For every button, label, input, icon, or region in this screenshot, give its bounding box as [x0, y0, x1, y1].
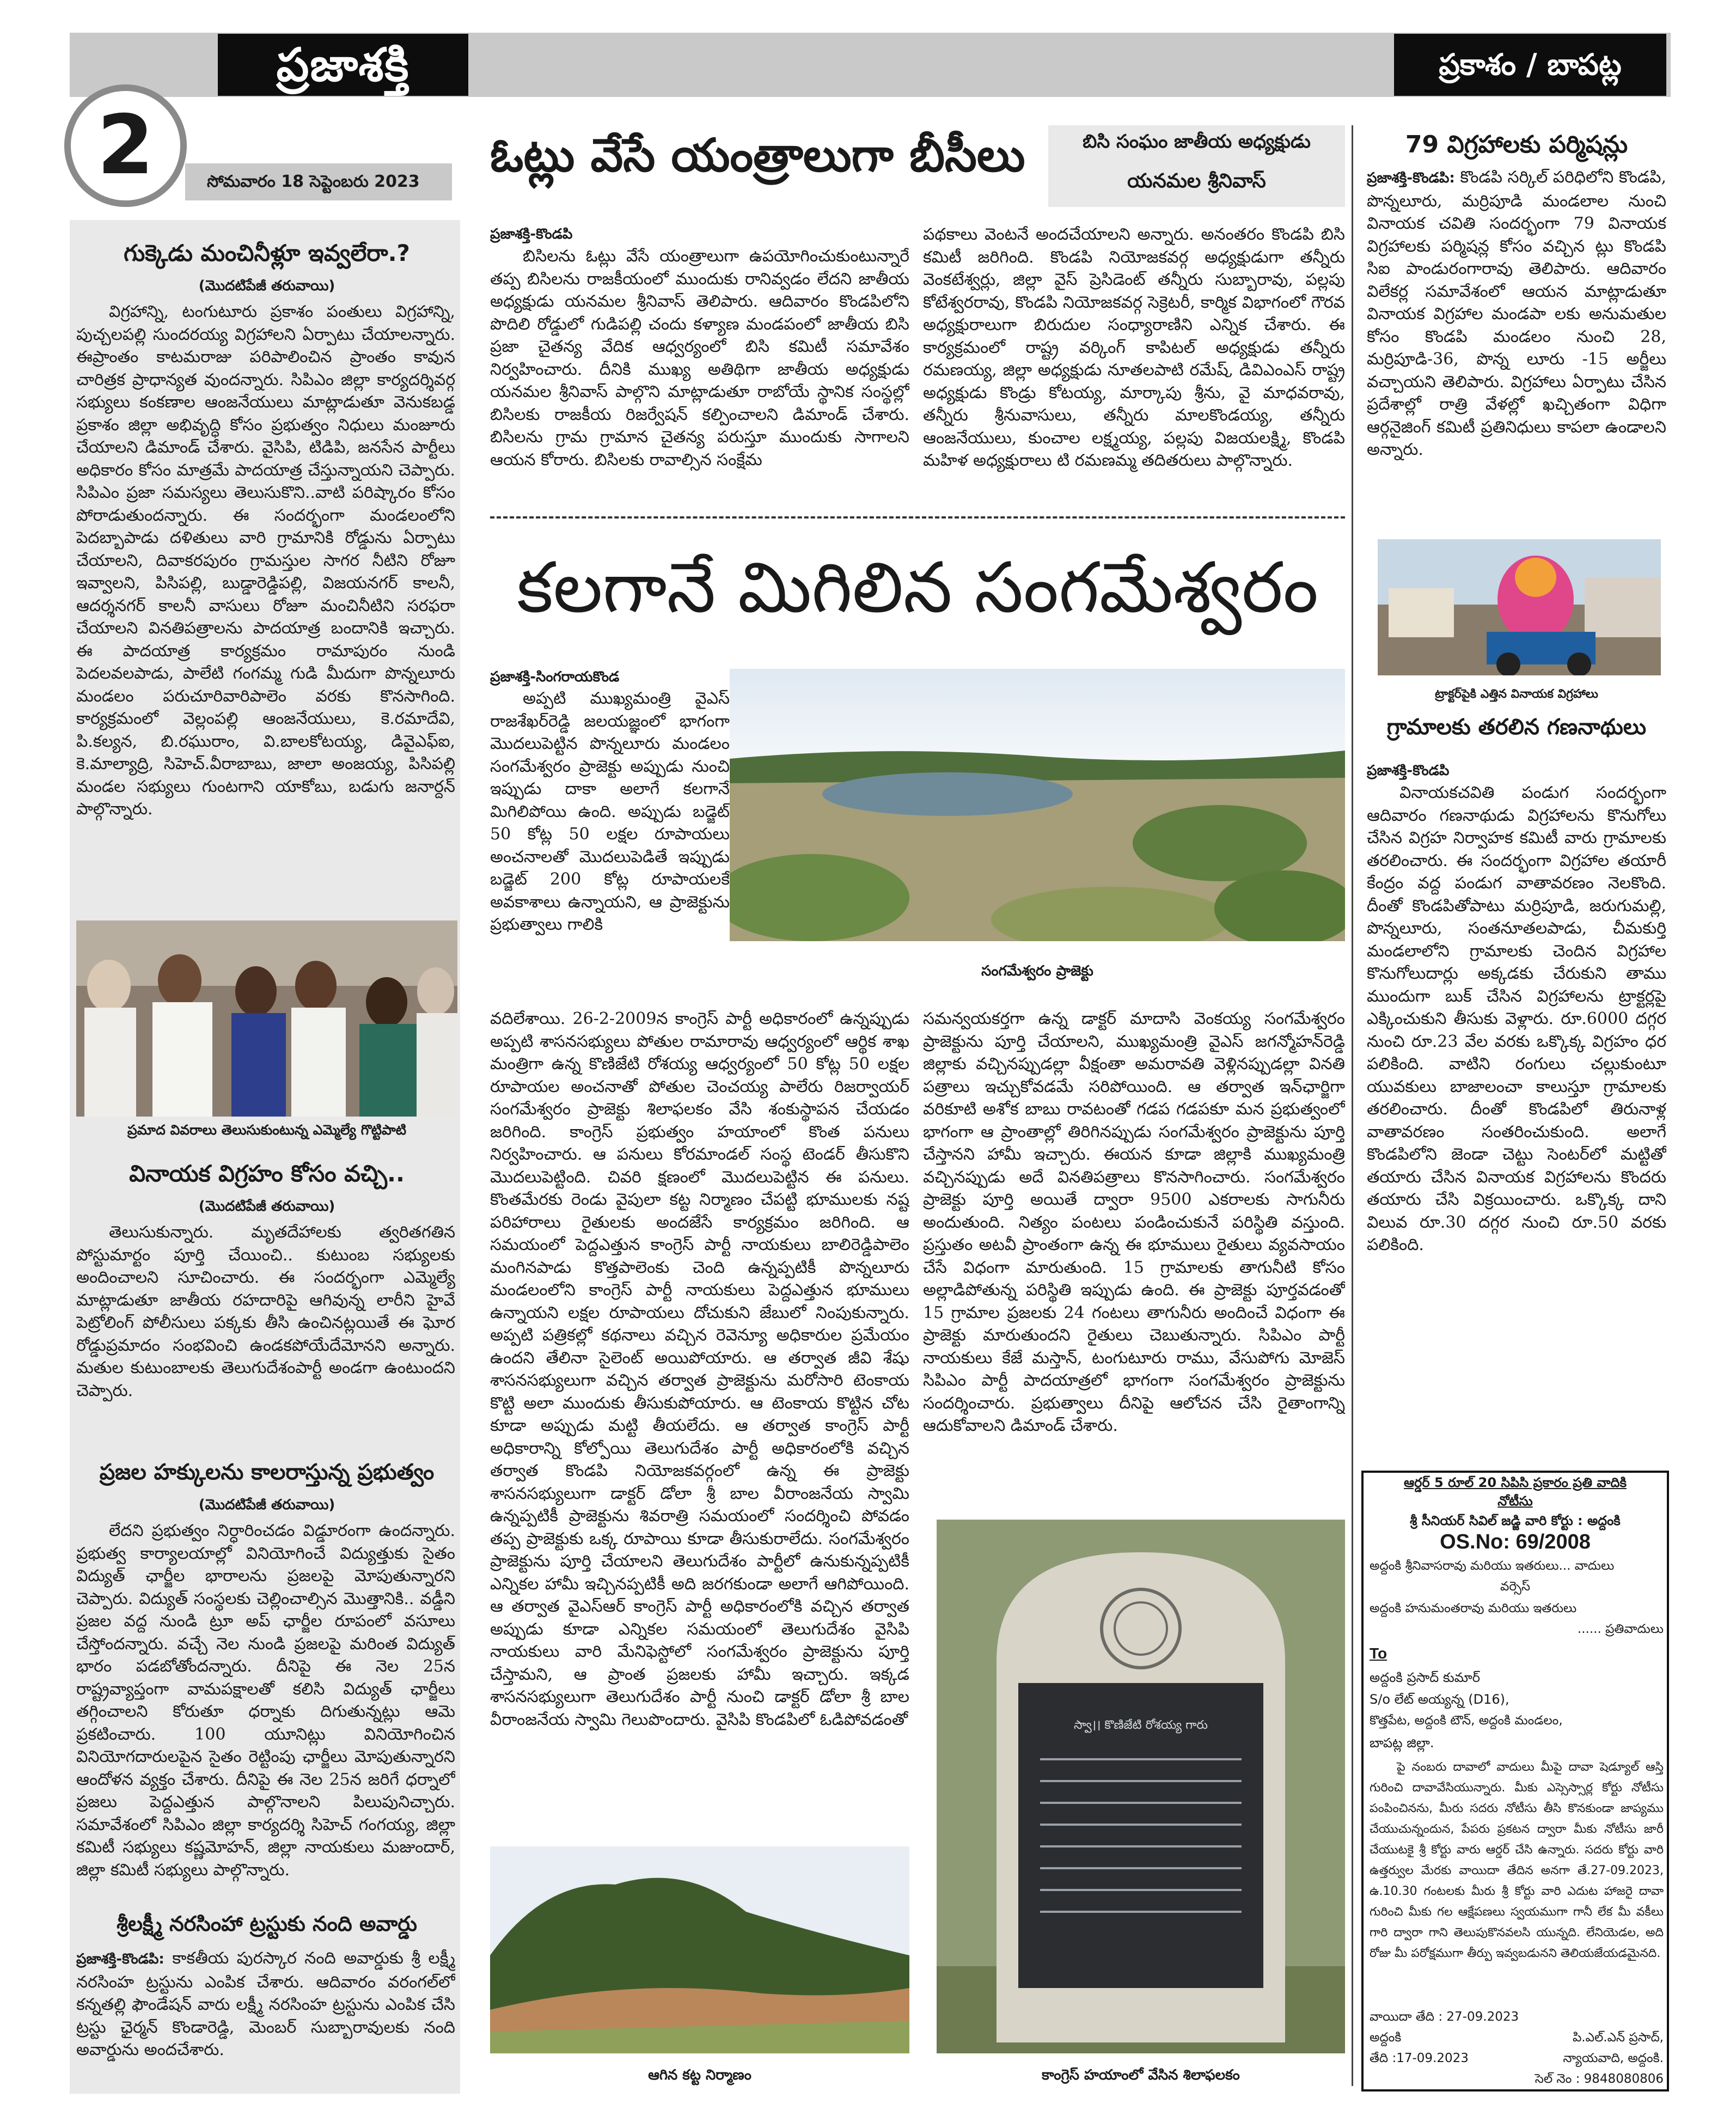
- accident-photo: [76, 920, 457, 1117]
- left-story2-subtitle: (మొదటిపేజీ తరువాయి): [198, 1198, 335, 1215]
- left-story1-body: విగ్రహాన్ని, టంగుటూరు ప్రకాశం పంతులు విగ్రహాన్ని, పుచ్చలపల్లి సుందరయ్య విగ్రహాలని ఏర్పాటు చేయాలన్నారు. ఈప్రాంతం కాటమరాజు పరిపాలించిన ప్రాంతం కావున చారిత్రక ప్రాధాన్యత వుందన్నారు. సిపిఎం జిల్లా కార్యదర్శివర్గ సభ్యులు కంకణాల ఆంజనేయులు మాట్లాడుతూ వెనుకబడ్డ ప్రకాశం జిల్లా అభివృద్ధి కోసం ప్రభుత్వం నిధులు మంజూరు చేయాలని డిమాండ్‌ చేశారు. వైసిపి, టిడిపి, జనసేన పార్టీలు అధికారం కోసం మాత్రమే పాదయాత్ర చేస్తున్నాయని చెప్పారు. సిపిఎం ప్రజా సమస్యలు తెలుసుకొని..వాటి పరిష్కారం కోసం పోరాడుతుందన్నారు. ఈ సందర్భంగా మండలంలోని పెదబ్బాపాడు దళితులు వారి గ్రామానికి రోడ్డును ఏర్పాటు చేయాలని, దివాకరపురం గ్రామస్తుల సాగర నీటిని రోజూ ఇవ్వాలని, పిసిపల్లి, బుడ్డారెడ్డిపల్లి, విజయనగర్‌ కాలనీ, ఆదర్శనగర్‌ కాలనీ వాసులు రోజూ మంచినీటిని సరఫరా చేయాలని వినతిపత్రాలను పాదయాత్ర బందానికి ఇచ్చారు. ఈ పాదయాత్ర కార్యక్రమం రామాపురం నుండి పెదలవలపాడు, పాలేటి గంగమ్మ గుడి మీదుగా పొన్నలూరు మండలం పరుచూరివారిపాలెం వరకు కొనసాగింది. కార్యక్రమంలో వెల్లంపల్లి ఆంజనేయులు, కె.రమాదేవి, పి.కల్యన, బి.రఘురాం, వి.బాలకోటయ్య, డివైఎఫ్‌ఐ, కె.మాల్యాద్రి, సిహెచ్‌.వీరాబాబు, జాలా అంజయ్య, పిసిపల్లి మండల సభ్యులు గుంటగాని యాకోబు, బడుగు జనార్దన్‌ పాల్గొన్నారు.: [76, 302, 455, 819]
- notice-addr4: బాపట్ల జిల్లా.: [1370, 1735, 1434, 1751]
- top-story-divider: [490, 516, 1345, 519]
- main-story-lead: అప్పటి ముఖ్యమంత్రి వైఎస్‌ రాజశేఖర్‌రెడ్డి జలయజ్ఞంలో భాగంగా మొదలుపెట్టిన పొన్నలూరు మండలం సంగమేశ్వరం ప్రాజెక్టు అప్పుడు నుంచి ఇప్పుడు దాకా అలాగే కలగానే మిగిలిపోయి ఉంది. అప్పుడు బడ్జెట్‌ 50 కోట్ల 50 లక్షల రూపాయలు అంచనాలతో మొదలుపెడితే ఇప్పుడు బడ్జెట్‌ 200 కోట్ల రూపాయలకే అవకాశాలు ఉన్నాయని, ఆ ప్రాజెక్టును ప్రభుత్వాలు గాలికి: [490, 689, 730, 934]
- notice-cell: సెల్‌ నెం : 9848080806: [1535, 2072, 1664, 2086]
- notice-versus: వర్సెస్‌: [1500, 1580, 1531, 1594]
- left-story3-body: లేదని ప్రభుత్వం నిర్ధారించడం విడ్డూరంగా ఉందన్నారు. ప్రభుత్వ కార్యాలయాల్లో వినియోగించే విద్యుత్తుకు సైతం విద్యుత్‌ ఛార్జీల భారాలను ప్రజలపై మోపుతున్నారని చెప్పారు. విద్యుత్‌ సంస్థలకు చెల్లించాల్సిన మొత్తానికి.. వడ్డీని ప్రజల వద్ద నుండి ట్రూ అప్‌ ఛార్జీల రూపంలో వసూలు చేస్తోందన్నారు. వచ్చే నెల నుండి ప్రజలపై మరింత విద్యుత్‌ భారం పడబోతోందన్నారు. దీనిపై ఈ నెల 25న రాష్ట్రవ్యాప్తంగా వామపక్షాలతో కలిసి విద్యుత్‌ ఛార్జీలు తగ్గించాలని కోరుతూ ధర్నాకు దిగుతున్నట్లు ఆమె ప్రకటించారు. 100 యూనిట్లు వినియోగించిన వినియోగదారులపైన సైతం రెట్టింపు ఛార్జీలు మోపుతున్నారని ఆందోళన వ్యక్తం చేశారు. దీనిపై ఈ నెల 25న జరిగే ధర్నాలో ప్రజలు పెద్దఎత్తున పాల్గొనాలని పిలుపునిచ్చారు. సమావేశంలో సిపిఎం జిల్లా కార్యదర్శి సిహెచ్‌ గంగయ్య, జిల్లా కమిటీ సభ్యులు కష్ణమోహన్‌, జిల్లా నాయకులు మజుందార్‌, జిల్లా కమిటీ సభ్యులు పాల్గొన్నారు.: [76, 1521, 455, 1880]
- notice-hearing-label: వాయిదా తేది :: [1370, 2010, 1443, 2024]
- left-story4-dateline: ప్రజాశక్తి-కొండపి:: [76, 1951, 164, 1967]
- issue-date: సోమవారం 18 సెప్టెంబరు 2023: [207, 172, 420, 191]
- left-story3-title: ప్రజల హక్కులను కాలరాస్తున్న ప్రభుత్వం: [99, 1460, 435, 1485]
- notice-plaintiffs: అద్దంకి శ్రీనివాసరావు మరియు ఇతరులు... వాదులు: [1370, 1559, 1615, 1573]
- left-story4-title: శ్రీలక్ష్మీ నరసింహా ట్రస్టుకు నంది అవార్డు: [117, 1912, 417, 1936]
- plaque-text: స్వా।। కొణిజేటి రోశయ్య గారు: [1073, 1718, 1208, 1732]
- left-story2-body: తెలుసుకున్నారు. మృతదేహాలకు త్వరితగతిన పోస్టుమార్టం పూర్తి చేయించి.. కుటుంబ సభ్యులకు అందించాలని సూచించారు. ఈ సందర్భంగా ఎమ్మెల్యే మాట్లాడుతూ జాతీయ రహదారిపై ఆగివున్న లారీని హైవే పెట్రోలింగ్‌ పోలీసులు పక్కకు తీసి ఉంచినట్లయితే ఈ ఘోర రోడ్డుప్రమాదం సంభవించి ఉండకపోయేదేమోనని అన్నారు. మతుల కుటుంబాలకు తెలుగుదేశంపార్టీ అండగా ఉంటుందని చెప్పారు.: [76, 1223, 455, 1400]
- right-story1-body: [1367, 166, 1666, 507]
- notice-addr3: కొత్తపేట, అద్దంకి టౌన్‌, అద్దంకి మండలం,: [1370, 1714, 1563, 1728]
- left-story1-subtitle: (మొదటిపేజీ తరువాయి): [198, 278, 335, 294]
- notice-addr2: S/o లేట్‌ అయ్యన్న (D16),: [1370, 1692, 1509, 1707]
- top-story-col1: బిసిలను ఓట్లు వేసే యంత్రాలుగా ఉపయోగించుకుంటున్నారే తప్ప బిసిలను రాజకీయంలో ముందుకు రానివ్వడం లేదని జాతీయ అధ్యక్షుడు యనమల శ్రీనివాస్‌ తెలిపారు. ఆదివారం కొండపిలోని పొదిలి రోడ్డులో గుడిపల్లి చందు కళ్యాణ మండపంలో జాతీయ బిసి ప్రజా చైతన్య వేదిక ఆధ్వర్యంలో బిసి కమిటీ సమావేశం నిర్వహించారు. దీనికి ముఖ్య అతిథిగా జాతీయ అధ్యక్షుడు యనమల శ్రీనివాస్‌ పాల్గొని మాట్లాడుతూ రాబోయే స్థానిక సంస్థల్లో బిసిలకు రాజకీయ రిజర్వేషన్‌ కల్పించాలని డిమాండ్‌ చేశారు. బిసిలను గ్రామ గ్రామాన చైతన్య పరుస్తూ ముందుకు సాగాలని ఆయన కోరారు. బిసిలకు రావాల్సిన సంక్షేమ: [490, 247, 909, 469]
- right-story2-dateline: ప్రజాశక్తి-కొండపి: [1367, 763, 1450, 779]
- right-story1-dateline: ప్రజాశక్తి-కొండపి:: [1367, 170, 1455, 186]
- masthead-region: ప్రకాశం / బాపట్ల: [1439, 47, 1622, 82]
- notice-place: అద్దంకి: [1370, 2030, 1402, 2045]
- notice-defendants: అద్దంకి హనుమంతరావు మరియు ఇతరులు: [1370, 1601, 1577, 1615]
- left-story3-subtitle: (మొదటిపేజీ తరువాయి): [198, 1497, 335, 1513]
- ganesha-photo-caption: ట్రాక్టర్‌పైకి ఎత్తిన వినాయక విగ్రహాలు: [1435, 687, 1598, 701]
- left-story1-title: గుక్కెడు మంచినీళ్లూ ఇవ్వలేరా.?: [124, 240, 410, 266]
- notice-court: శ్రీ సీనియర్‌ సివిల్‌ జడ్జి వారి కోర్టు : అద్దంకి: [1410, 1513, 1621, 1528]
- masthead-brand: ప్రజాశక్తి: [276, 38, 410, 92]
- project-photo-caption: సంగమేశ్వరం ప్రాజెక్టు: [981, 963, 1093, 979]
- left-story4-body: [76, 1947, 455, 2089]
- notice-defendants-role: ...... ప్రతివాదులు: [1577, 1622, 1664, 1636]
- notice-to: To: [1370, 1645, 1387, 1662]
- left-story4-text: కాకతీయ పురస్కార నంది అవార్డుకు శ్రీ లక్ష్మీ నరసింహ ట్రస్టును ఎంపిక చేశారు. ఆదివారం వరంగల్‌లో కన్నతల్లి ఫౌండేషన్‌ వారు లక్ష్మీ నరసింహ ట్రస్టును ఎంపిక చేసి ట్రస్టు ఛైర్మన్‌ కొండారెడ్డి, మెంబర్‌ సుబ్బారావులకు నంది అవార్డును అందచేశారు.: [76, 1949, 455, 2059]
- accident-photo-caption: ప్రమాద వివరాలు తెలుసుకుంటున్న ఎమ్మెల్యే గొట్టిపాటి: [127, 1122, 407, 1138]
- top-story-dateline: ప్రజాశక్తి-కొండపి: [490, 226, 573, 242]
- project-photo: [730, 669, 1345, 941]
- notice-hearing-date: 27-09.2023: [1446, 2010, 1519, 2024]
- notice-addr1: అద్దంకి ప్రసాద్‌ కుమార్‌: [1370, 1670, 1481, 1685]
- top-story-col2: పథకాలు వెంటనే అందచేయాలని అన్నారు. అనంతరం కొండపి బిసి కమిటీ జరిగింది. కొండపి నియోజకవర్గ అధ్యక్షుడుగా తన్నీరు వెంకటేశ్వర్లు, జిల్లా వైస్‌ ప్రెసిడెంట్‌ తన్నీరు సుబ్బారావు, పల్లపు కోటేశ్వరరావు, కొండపి నియోజకవర్గ సెక్రెటరీ, కార్మిక విభాగంలో గౌరవ అధ్యక్షురాలుగా బిరుదుల సంధ్యారాణిని ఎన్నిక చేశారు. ఈ కార్యక్రమంలో రాష్ట్ర వర్కింగ్‌ కాపిటల్‌ అధ్యక్షుడు తన్నీరు రమణయ్య, జిల్లా అధ్యక్షుడు నూతలపాటి రమేష్‌, డివిఎంఎస్‌ రాష్ట్ర అధ్యక్షుడు కొండ్రు కోటయ్య, మార్కాపు శ్రీను, వై మాధవరావు, తన్నీరు శ్రీనువాసులు, తన్నీరు మాలకొండయ్య, తన్నీరు ఆంజనేయులు, కుంచాల లక్ష్మయ్య, పల్లపు విజయలక్ష్మి, కొండపి మహిళ అధ్యక్షురాలు టి రమణమ్మ తదితరులు పాల్గొన్నారు.: [923, 225, 1345, 470]
- notice-os-no: OS.No: 69/2008: [1440, 1530, 1591, 1553]
- main-story-dateline: ప్రజాశక్తి-సింగరాయకొండ: [490, 669, 620, 685]
- page-number: 2: [97, 98, 154, 193]
- stalled-bund-caption: ఆగిన కట్ట నిర్మాణం: [648, 2067, 751, 2083]
- stalled-bund-photo: [490, 1846, 909, 2053]
- notice-header1: ఆర్డర్‌ 5 రూల్‌ 20 సిపిసి ప్రకారం ప్రతి వాదికి: [1404, 1475, 1627, 1490]
- column-rule-1: [1352, 125, 1353, 2086]
- ganesha-tractor-photo: [1378, 539, 1661, 675]
- top-story-aside-line1: బిసి సంఘం జాతీయ అధ్యక్షుడు: [1083, 131, 1311, 153]
- notice-advocate-title: న్యాయవాది, అద్దంకి.: [1563, 2051, 1664, 2065]
- top-story-aside-line2: యనమల శ్రీనివాస్‌: [1127, 170, 1266, 192]
- notice-body: పై నంబరు దావాలో వాదులు మీపై దావా షెడ్యూల్‌ ఆస్తి గురించి దావావేసియున్నారు. మీకు ఎస్సెస్సార్ల కోర్టు నోటీసు పంపించినను, మీరు సదరు నోటీసు తీసి కొనకుండా జాప్యము చేయుచున్నందున, పేపరు ప్రకటన ద్వారా మీకు నోటీసు జారీ చేయుటకై శ్రీ కోర్టు వారు ఆర్డర్‌ చేసి ఉన్నారు. సదరు కోర్టు వారి ఉత్తర్వుల మేరకు వాయిదా తేదిన అనగా తే.27-09.2023, ఉ.10.30 గంటలకు మీరు శ్రీ కోర్టు వారి ఎదుట హాజరై దావా గురించి మీకు గల ఆక్షేపణలు స్వయముగా గానీ లేక మీ వకీలు గారి ద్వారా గాని తెలుపుకొనవలసి యున్నది. లేనియెడల, అది రోజు మీ పరోక్షముగా తీర్పు ఇవ్వబడునని తెలియజేయడమైనది.: [1370, 1760, 1664, 1960]
- left-story2-title: వినాయక విగ్రహం కోసం వచ్చి..: [129, 1160, 405, 1187]
- notice-header2: నోటీసు: [1497, 1493, 1533, 1509]
- right-story2-title: గ్రామాలకు తరలిన గణనాథులు: [1386, 715, 1647, 740]
- notice-advocate-name: పి.ఎల్‌.ఎన్‌ ప్రసాద్‌,: [1572, 2030, 1664, 2045]
- right-story1-text: కొండపి సర్కిల్‌ పరిధిలోని కొండపి, పొన్నలూరు, మర్రిపూడి మండలాల నుంచి వినాయక చవితి సందర్భంగా 79 వినాయక విగ్రహాలకు పర్మిషన్ల కోసం వచ్చిన ట్లు కొండపి సిఐ పాండురంగారావు తెలిపారు. ఆదివారం విలేకర్ల సమావేశంలో ఆయన మాట్లాడుతూ వినాయక విగ్రహాల మండపా లకు అనుమతుల కోసం కొండపి మండలం నుంచి 28, మర్రిపూడి-36, పొన్న లూరు -15 అర్జీలు వచ్చాయని తెలిపారు. విగ్రహాలు ఏర్పాటు చేసిన ప్రదేశాల్లో రాత్రి వేళల్లో ఖచ్చితంగా విధిగా ఆర్గనైజింగ్‌ కమిటీ ప్రతినిధులు కాపలా ఉండాలని అన్నారు.: [1367, 168, 1666, 459]
- main-story-col2: సమన్వయకర్తగా ఉన్న డాక్టర్‌ మాదాసి వెంకయ్య సంగమేశ్వరం ప్రాజెక్టును పూర్తి చేయాలని, ముఖ్యమంత్రి వైఎస్‌ జగన్మోహన్‌రెడ్డి జిల్లాకు వచ్చినప్పుడల్లా వీక్షంతా అమరావతి వెళ్లినప్పుడల్లా వినతి పత్రాలు ఇచ్చుకోవడమే సరిపోయింది. ఆ తర్వాత ఇన్‌ఛార్జిగా వరికూటి అశోక బాబు రావటంతో గడప గడపకూ మన ప్రభుత్వంలో భాగంగా ఆ ప్రాంతాల్లో తిరిగినప్పుడు సంగమేశ్వరం ప్రాజెక్టును పూర్తి చేస్తానని హామీ ఇచ్చారు. ఈయన కూడా జిల్లాకి ముఖ్యమంత్రి వచ్చినప్పుడు అదే వినతిపత్రాలు కొనసాగించారు. సంగమేశ్వరం ప్రాజెక్టు పూర్తి అయితే ద్వారా 9500 ఎకరాలకు సాగునీరు అందుతుంది. నిత్యం పంటలు పండించుకునే పరిస్థితి వస్తుంది. ప్రస్తుతం అటవీ ప్రాంతంగా ఉన్న ఈ భూములు రైతులు వ్యవసాయం చేసే విధంగా మారుతుంది. 15 గ్రామాలకు తాగునీటి కోసం అల్లాడిపోతున్న పరిస్థితి ఇప్పుడు ఉంది. ఈ ప్రాజెక్టు పూర్తవడంతో 15 గ్రామాల ప్రజలకు 24 గంటలు తాగునీరు అందించే విధంగా ఈ ప్రాజెక్టు మారుతుందని రైతులు చెబుతున్నారు. సిపిఎం పార్టీ నాయకులు కేజే మస్తాన్‌, టంగుటూరు రాము, వేసుపోగు మోజెస్‌ సిపిఎం పార్టీ పాదయాత్రలో భాగంగా సంగమేశ్వరం ప్రాజెక్టును సందర్శించారు. ప్రభుత్వాలు దీనిపై ఆలోచన చేసి రైతాంగాన్ని ఆదుకోవాలని డిమాండ్‌ చేశారు.: [923, 1009, 1345, 1435]
- top-story-headline: ఓట్లు వేసే యంత్రాలుగా బీసీలు: [490, 129, 1025, 182]
- main-story-col1: వదిలేశాయి. 26-2-2009న కాంగ్రెస్‌ పార్టీ అధికారంలో ఉన్నప్పుడు అప్పటి శాసనసభ్యులు పోతుల రామారావు ఆధ్వర్యంలో ఆర్థిక శాఖ మంత్రిగా ఉన్న కొణిజేటి రోశయ్య ఆధ్వర్యంలో 50 కోట్ల 50 లక్షల రూపాయల అంచనాతో పోతుల చెంచయ్య పాలేరు రిజర్వాయర్‌ సంగమేశ్వరం ప్రాజెక్టు శిలాఫలకం వేసి శంకుస్థాపన చేయడం జరిగింది. కాంగ్రెస్‌ ప్రభుత్వం హయాంలో కొంత పనులు నిర్వహించారు. ఆ పనులు కోరమాండల్‌ సంస్థ టెండర్‌ తీసుకొని మొదలుపెట్టింది. చివరి క్షణంలో మొదలుపెట్టిన ఈ పనులు. కొంతమేరకు రెండు వైపులా కట్ట నిర్మాణం చేపట్టి భూములకు నష్ట పరిహారాలు రైతులకు అందజేసే కార్యక్రమం జరిగింది. ఆ సమయంలో పెద్దఎత్తున కాంగ్రెస్‌ పార్టీ నాయకులు బాలిరెడ్డిపాలెం మంగినపాడు కొత్తపాలెంకు చెంది ఉన్నప్పటికీ పొన్నలూరు మండలంలోని కాంగ్రెస్‌ పార్టీ నాయకులు పెద్దఎత్తున భూములు ఉన్నాయని లక్షల రూపాయలు దోచుకుని జేబులో నింపుకున్నారు. అప్పటి పత్రికల్లో కథనాలు వచ్చిన రెవెన్యూ అధికారుల ప్రమేయం ఉందని తేలినా సైలెంట్‌ అయిపోయారు. ఆ తర్వాత జీవి శేషు శాసనసభ్యులుగా వచ్చిన తర్వాత ప్రాజెక్టును మరోసారి టెంకాయ కొట్టి అలా ముందుకు తీసుకుపోయారు. ఆ టెంకాయ కొట్టిన చోట కూడా అప్పుడు మట్టి తీయలేదు. ఆ తర్వాత కాంగ్రెస్‌ పార్టీ అధికారాన్ని కోల్పోయి తెలుగుదేశం పార్టీ అధికారంలోకి వచ్చిన తర్వాత కొండపి నియోజకవర్గంలో ఉన్న ఈ ప్రాజెక్టు శాసనసభ్యులుగా డాక్టర్‌ డోలా శ్రీ బాల వీరాంజనేయ స్వామి ఉన్నప్పటికీ ప్రాజెక్టును శివరాత్రి సమయంలో సందర్శించి పోవడం తప్ప ప్రాజెక్టుకు ఒక్క రూపాయి కూడా తీసుకురాలేదు. సంగమేశ్వరం ప్రాజెక్టును పూర్తి చేయాలని తెలుగుదేశం పార్టీలో ఉనుకున్నప్పటికీ ఎన్నికల హామీ ఇచ్చినప్పటికీ అది జరగకుండా అలాగే ఆగిపోయింది. ఆ తర్వాత వైఎస్‌ఆర్‌ కాంగ్రెస్‌ పార్టీ అధికారంలోకి వచ్చిన తర్వాత అప్పుడు కూడా ఎన్నికల సమయంలో తెలుగుదేశం వైసిపి నాయకులు వారి మేనిఫెస్టోలో సంగమేశ్వరం ప్రాజెక్టును పూర్తి చేస్తామని, ఆ ప్రాంత ప్రజలకు హామీ ఇచ్చారు. ఇక్కడ శాసనసభ్యులుగా తెలుగుదేశం పార్టీ నుంచి డాక్టర్‌ డోలా శ్రీ బాల వీరాంజనేయ స్వామి గెలుపొందారు. వైసిపి కొండపిలో ఓడిపోవడంతో: [490, 1009, 909, 1729]
- right-story1-title: 79 విగ్రహాలకు పర్మిషన్లు: [1405, 131, 1628, 158]
- notice-hearing: [1370, 2010, 1664, 2027]
- right-story2-body: వినాయకచవితి పండుగ సందర్భంగా ఆదివారం గణనాథుడు విగ్రహాలను కొనుగోలు చేసిన విగ్రహ నిర్వాహక కమిటీ వారు గ్రామాలకు తరలించారు. ఈ సందర్భంగా విగ్రహాల తయారీ కేంద్రం వద్ద పండుగ వాతావరణం నెలకొంది. దీంతో కొండపితోపాటు మర్రిపూడి, జరుగుమల్లి, పొన్నలూరు, సంతనూతలపాడు, చీమకుర్తి మండలాలోని గ్రామాలకు చెందిన విగ్రహాల కొనుగోలుదార్లు అక్కడకు చేరుకుని తాము ముందుగా బుక్‌ చేసిన విగ్రహాలను ట్రాక్టర్లపై ఎక్కించుకుని తీసుకు వెళ్లారు. రూ.6000 దగ్గర నుంచి రూ.23 వేల వరకు ఒక్కొక్క విగ్రహం ధర పలికింది. వాటిని రంగులు చల్లుకుంటూ యువకులు బాజాలంచా కాలుస్తూ గ్రామాలకు తరలించారు. దీంతో కొండపిలో తిరునాళ్ల వాతావరణం సంతరించుకుంది. అలాగే కొండపిలోని జెండా చెట్టు సెంటర్‌లో మట్టితో తయారు చేసిన వినాయక విగ్రహాలను కొందరు తయారు చేసి విక్రయించారు. ఒక్కొక్క దాని విలువ రూ.30 దగ్గర నుంచి రూ.50 వరకు పలికింది.: [1367, 783, 1666, 1254]
- foundation-stone-caption: కాంగ్రెస్‌ హయాంలో వేసిన శిలాఫలకం: [1042, 2067, 1240, 2083]
- main-story-headline: కలగానే మిగిలిన సంగమేశ్వరం: [517, 547, 1318, 629]
- foundation-stone-photo: [937, 1520, 1345, 2053]
- notice-date-line: తేది :17-09.2023: [1370, 2051, 1469, 2065]
